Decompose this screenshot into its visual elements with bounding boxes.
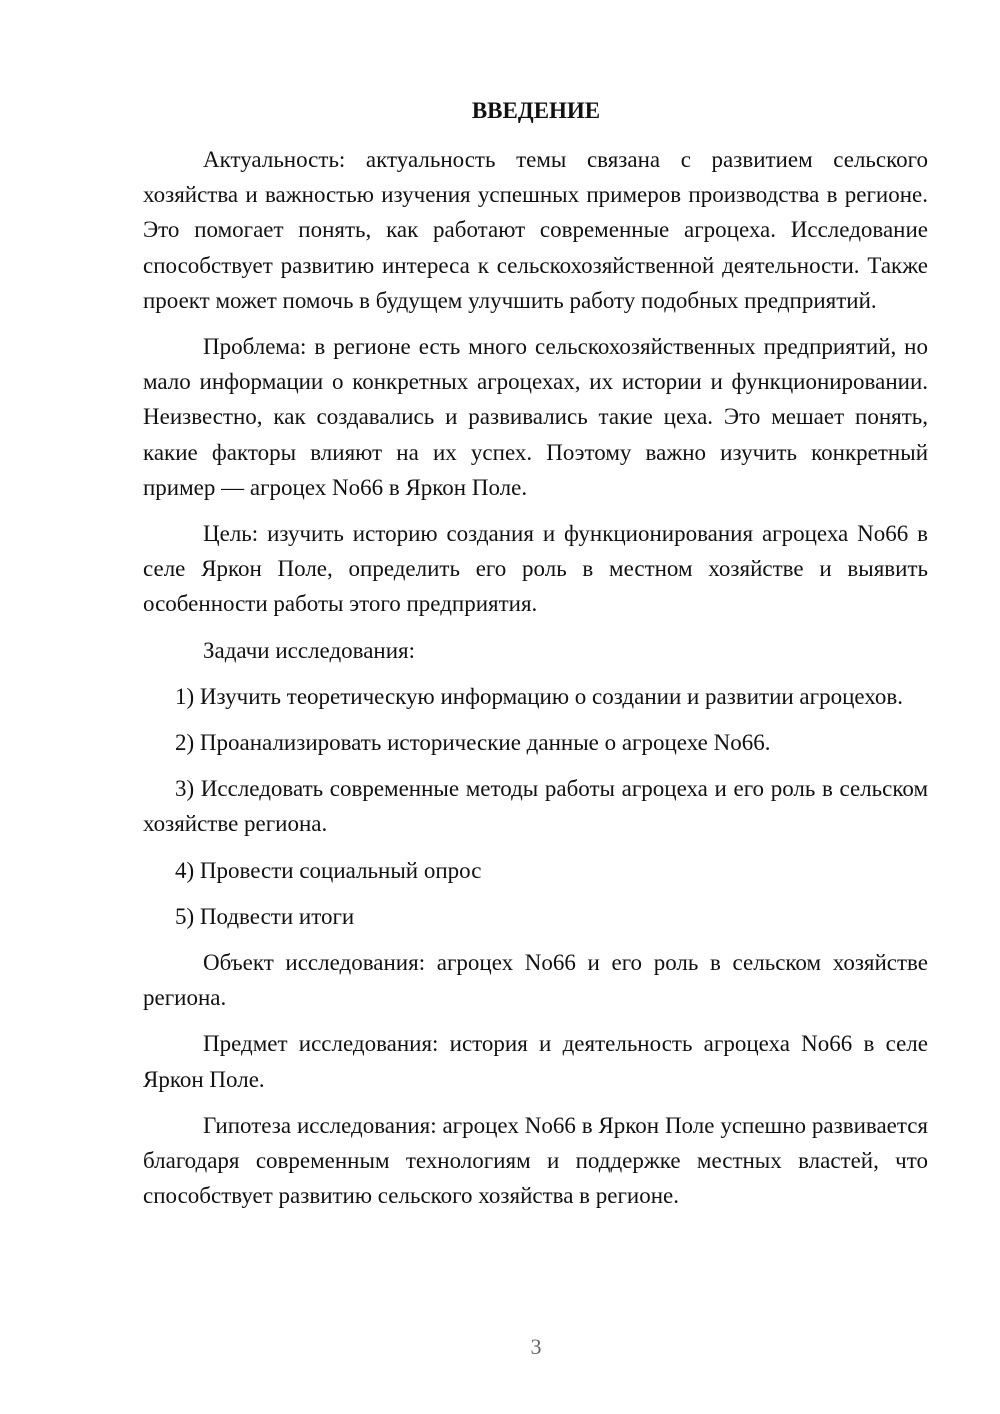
page-number: 3 (530, 1334, 542, 1359)
paragraph-subject: Предмет исследования: история и деятельность агроцеха No66 в селе Яркон Поле. (143, 1031, 928, 1092)
tasks-heading: Задачи исследования: (203, 637, 416, 663)
page-title: ВВЕДЕНИЕ (471, 98, 601, 123)
paragraph-problem: Проблема: в регионе есть много сельскохозяйственных предприятий, но мало информации о конкретных агроцехах, их истории и функционировании. Неизвестно, как создавались и развивались такие цеха. Это мешает понять, какие факторы влияют на их успех. Поэтому важно изучить конкретный пример — агроцех No66 в Яркон Поле. (143, 334, 928, 500)
document-body (143, 142, 928, 1224)
paragraph-hypothesis: Гипотеза исследования: агроцех No66 в Яркон Поле успешно развивается благодаря современным технологиям и поддержке местных властей, что способствует развитию сельского хозяйства в регионе. (143, 1112, 928, 1209)
paragraph-object: Объект исследования: агроцех No66 и его роль в сельском хозяйстве региона. (143, 950, 928, 1011)
task-item: 4) Провести социальный опрос (175, 857, 482, 883)
task-item: 2) Проанализировать исторические данные о агроцехе No66. (175, 730, 771, 756)
task-item: 5) Подвести итоги (175, 903, 355, 929)
task-item: 3) Исследовать современные методы работы агроцеха и его роль в сельском хозяйстве региона. (143, 776, 928, 837)
task-item: 1) Изучить теоретическую информацию о создании и развитии агроцехов. (175, 683, 904, 709)
paragraph-goal: Цель: изучить историю создания и функционирования агроцеха No66 в селе Яркон Поле, определить его роль в местном хозяйстве и выявить особенности работы этого предприятия. (143, 521, 928, 617)
paragraph-relevance: Актуальность: актуальность темы связана с развитием сельского хозяйства и важностью изучения успешных примеров производства в регионе. Это помогает понять, как работают современные агроцеха. Исследование способствует развитию интереса к сельскохозяйственной деятельности. Также проект может помочь в будущем улучшить работу подобных предприятий. (143, 147, 928, 313)
